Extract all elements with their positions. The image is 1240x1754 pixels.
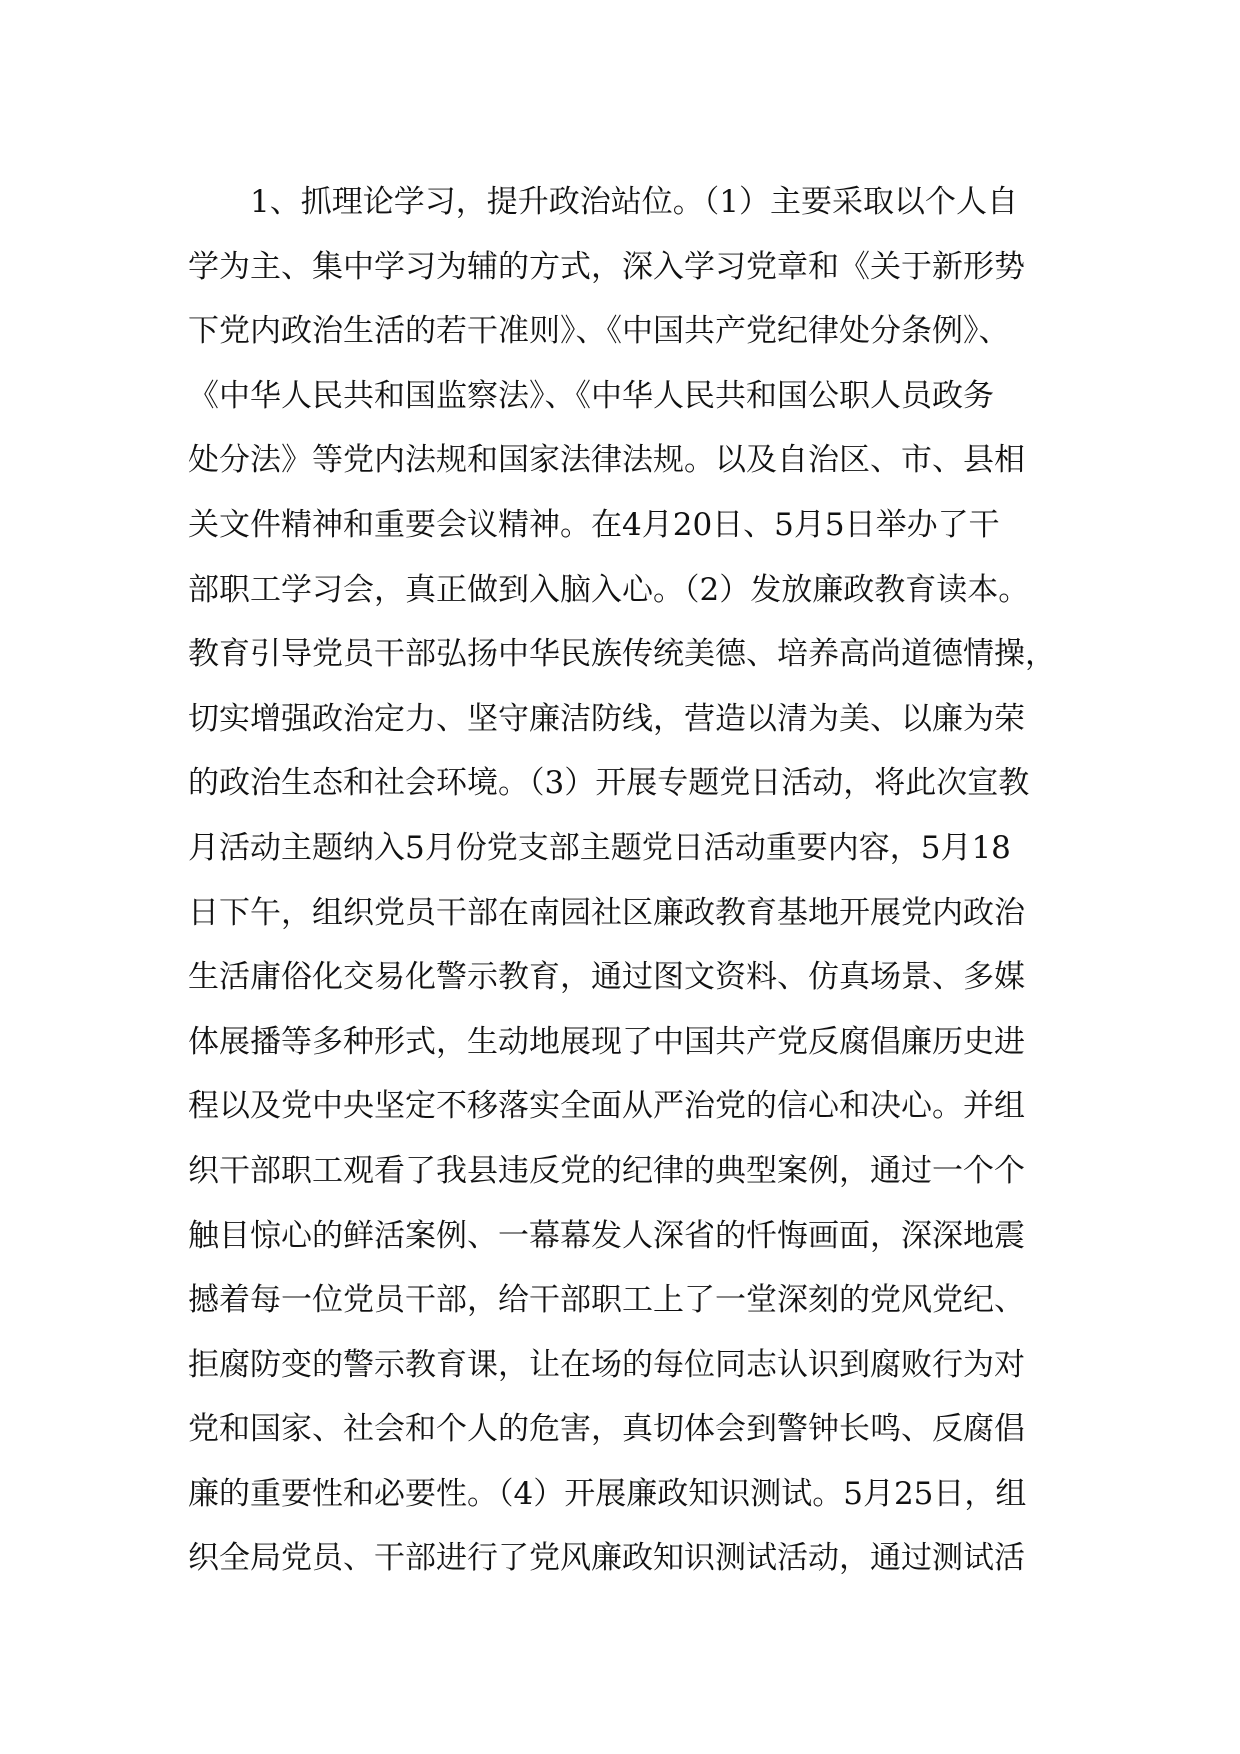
text-line: 触目惊心的鲜活案例、一幕幕发人深省的忏悔画面，深深地震 [188,1217,1025,1254]
text-line: 1、抓理论学习，提升政治站位。（1）主要采取以个人自 [250,184,1018,220]
text-line: 党和国家、社会和个人的危害，真切体会到警钟长鸣、反腐倡 [188,1411,1025,1448]
text-line: 月活动主题纳入5月份党支部主题党日活动重要内容，5月18 [188,829,1011,866]
text-line: 程以及党中央坚定不移落实全面从严治党的信心和决心。并组 [188,1088,1025,1125]
text-line: 廉的重要性和必要性。（4）开展廉政知识测试。5月25日，组 [188,1475,1027,1512]
text-line: 织干部职工观看了我县违反党的纪律的典型案例，通过一个个 [188,1152,1025,1189]
text-line: 织全局党员、干部进行了党风廉政知识测试活动，通过测试活 [188,1540,1025,1577]
text-line: 部职工学习会，真正做到入脑入心。（2）发放廉政教育读本。 [188,571,1030,608]
text-line: 体展播等多种形式，生动地展现了中国共产党反腐倡廉历史进 [188,1023,1025,1060]
text-line: 《中华人民共和国监察法》、《中华人民共和国公职人员政务 [188,377,994,414]
text-line: 教育引导党员干部弘扬中华民族传统美德、培养高尚道德情操， [188,636,1056,673]
text-line: 关文件精神和重要会议精神。在4月20日、5月5日举办了干 [188,506,1000,543]
text-line: 拒腐防变的警示教育课，让在场的每位同志认识到腐败行为对 [188,1346,1025,1383]
text-line: 日下午，组织党员干部在南园社区廉政教育基地开展党内政治 [188,894,1025,931]
text-line: 生活庸俗化交易化警示教育，通过图文资料、仿真场景、多媒 [188,959,1025,996]
body-paragraph [188,170,1088,1591]
text-line: 下党内政治生活的若干准则》、《中国共产党纪律处分条例》、 [188,313,1010,350]
text-line: 学为主、集中学习为辅的方式，深入学习党章和《关于新形势 [188,248,1025,285]
text-line: 处分法》等党内法规和国家法律法规。以及自治区、市、县相 [188,442,1025,479]
text-line: 切实增强政治定力、坚守廉洁防线，营造以清为美、以廉为荣 [188,700,1025,737]
text-line: 撼着每一位党员干部，给干部职工上了一堂深刻的党风党纪、 [188,1282,1025,1319]
text-line: 的政治生态和社会环境。（3）开展专题党日活动，将此次宣教 [188,765,1030,802]
